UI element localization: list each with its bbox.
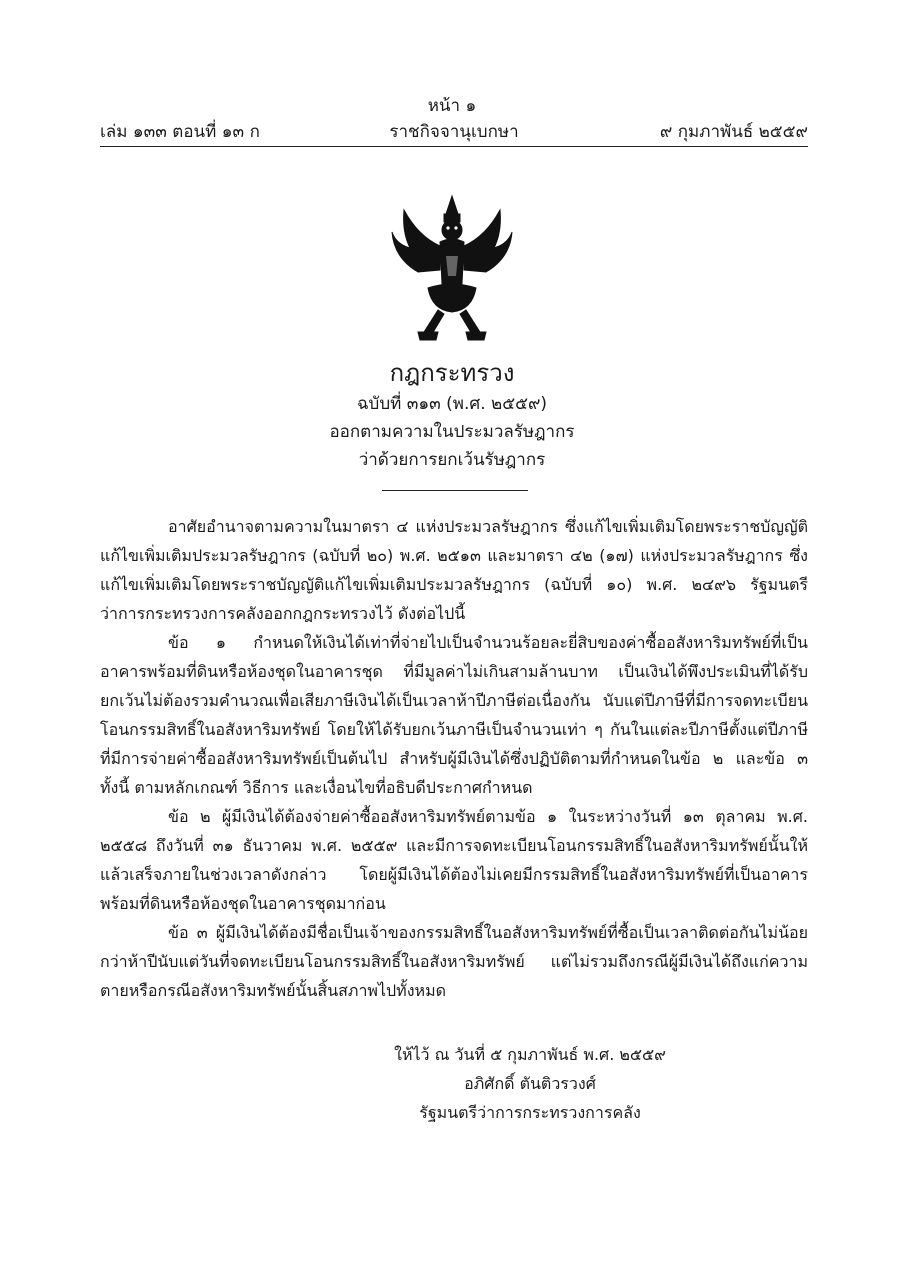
regulation-subject: ว่าด้วยการยกเว้นรัษฎากร (358, 450, 546, 470)
gazette-header (100, 118, 808, 142)
garuda-emblem-icon (388, 192, 516, 344)
page-number: หน้า ๑ (427, 96, 477, 116)
document-title: กฎกระทรวง (389, 359, 515, 387)
title-divider (382, 490, 528, 491)
clause-1-paragraph: ข้อ ๑ กำหนดให้เงินได้เท่าที่จ่ายไปเป็นจำนวนร้อยละยี่สิบของค่าซื้ออสังหาริมทรัพย์ที่เป็นอาคารพร้อมที่ดินหรือห้องชุดในอาคารชุด ที่มีมูลค่าไม่เกินสามล้านบาท เป็นเงินได้พึงประเมินที่ได้รับยกเว้นไม่ต้องรวมคำนวณเพื่อเสียภาษีเงินได้เป็นเวลาห้าปีภาษีต่อเนื่องกัน นับแต่ปีภาษีที่มีการจดทะเบียนโอนกรรมสิทธิ์ในอสังหาริมทรัพย์ โดยให้ได้รับยกเว้นภาษีเป็นจำนวนเท่า ๆ กันในแต่ละปีภาษีตั้งแต่ปีภาษีที่มีการจ่ายค่าซื้ออสังหาริมทรัพย์เป็นต้นไป สำหรับผู้มีเงินได้ซึ่งปฏิบัติตามที่กำหนดในข้อ ๒ และข้อ ๓ ทั้งนี้ ตามหลักเกณฑ์ วิธีการ และเงื่อนไขที่อธิบดีประกาศกำหนด (100, 633, 808, 797)
regulation-number: ฉบับที่ ๓๑๓ (พ.ศ. ๒๕๕๙) (356, 394, 548, 414)
volume-issue: เล่ม ๑๓๓ ตอนที่ ๑๓ ก (100, 122, 260, 142)
clause-3-paragraph: ข้อ ๓ ผู้มีเงินได้ต้องมีชื่อเป็นเจ้าของกรรมสิทธิ์ในอสังหาริมทรัพย์ที่ซื้อเป็นเวลาติดต่อกันไม่น้อยกว่าห้าปีนับแต่วันที่จดทะเบียนโอนกรรมสิทธิ์ในอสังหาริมทรัพย์ แต่ไม่รวมถึงกรณีผู้มีเงินได้ถึงแก่ความตายหรือกรณีอสังหาริมทรัพย์นั้นสิ้นสภาพไปทั้งหมด (100, 923, 808, 1000)
given-date: ให้ไว้ ณ วันที่ ๕ กุมภาพันธ์ พ.ศ. ๒๕๕๙ (394, 1045, 666, 1064)
preamble-paragraph: อาศัยอำนาจตามความในมาตรา ๔ แห่งประมวลรัษฎากร ซึ่งแก้ไขเพิ่มเติมโดยพระราชบัญญัติแก้ไขเพิ่มเติมประมวลรัษฎากร (ฉบับที่ ๒๐) พ.ศ. ๒๕๑๓ และมาตรา ๔๒ (๑๗) แห่งประมวลรัษฎากร ซึ่งแก้ไขเพิ่มเติมโดยพระราชบัญญัติแก้ไขเพิ่มเติมประมวลรัษฎากร (ฉบับที่ ๑๐) พ.ศ. ๒๔๙๖ รัฐมนตรีว่าการกระทรวงการคลังออกกฎกระทรวงไว้ ดังต่อไปนี้ (100, 517, 808, 623)
signatory-position: รัฐมนตรีว่าการกระทรวงการคลัง (419, 1103, 641, 1122)
publication-name: ราชกิจจานุเบกษา (389, 122, 519, 142)
header-divider (100, 146, 808, 147)
signatory-name: อภิศักดิ์ ตันติวรวงศ์ (464, 1074, 596, 1093)
issued-under: ออกตามความในประมวลรัษฎากร (329, 422, 575, 442)
signature-block (300, 1040, 760, 1127)
document-title-block (0, 356, 904, 474)
document-body (100, 512, 808, 1005)
publication-date: ๙ กุมภาพันธ์ ๒๕๕๙ (659, 122, 808, 142)
clause-2-paragraph: ข้อ ๒ ผู้มีเงินได้ต้องจ่ายค่าซื้ออสังหาริมทรัพย์ตามข้อ ๑ ในระหว่างวันที่ ๑๓ ตุลาคม พ.ศ. ๒๕๕๘ ถึงวันที่ ๓๑ ธันวาคม พ.ศ. ๒๕๕๙ และมีการจดทะเบียนโอนกรรมสิทธิ์ในอสังหาริมทรัพย์นั้นให้แล้วเสร็จภายในช่วงเวลาดังกล่าว โดยผู้มีเงินได้ต้องไม่เคยมีกรรมสิทธิ์ในอสังหาริมทรัพย์ที่เป็นอาคารพร้อมที่ดินหรือห้องชุดในอาคารชุดมาก่อน (100, 807, 809, 913)
